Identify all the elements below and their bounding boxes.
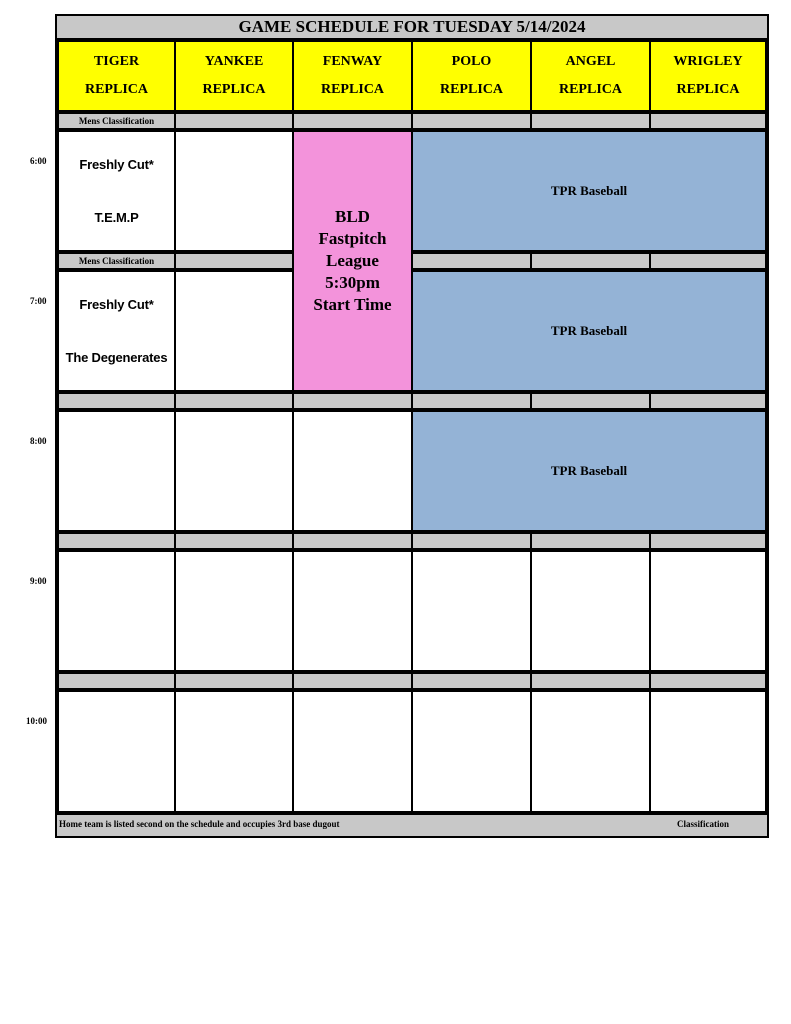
field-sub: REPLICA bbox=[84, 82, 148, 97]
bld-line: BLD bbox=[335, 207, 370, 226]
gray-spacer bbox=[57, 672, 176, 690]
field-header-wrigley bbox=[649, 40, 767, 112]
gray-spacer bbox=[530, 672, 651, 690]
gray-spacer bbox=[411, 392, 532, 410]
gray-spacer bbox=[649, 112, 767, 130]
gray-spacer bbox=[649, 672, 767, 690]
field-name: TIGER bbox=[93, 54, 140, 69]
team-name: Freshly Cut* bbox=[79, 157, 154, 172]
bld-line: League bbox=[326, 251, 379, 270]
game-tiger-6[interactable] bbox=[57, 130, 176, 252]
gray-spacer bbox=[292, 392, 413, 410]
footer-bar bbox=[57, 813, 767, 836]
field-name: POLO bbox=[451, 54, 492, 69]
empty-slot bbox=[530, 550, 651, 672]
tpr-baseball-block[interactable]: TPR Baseball bbox=[411, 130, 767, 252]
time-label-9: 9:00 bbox=[30, 576, 47, 586]
field-sub: REPLICA bbox=[558, 82, 622, 97]
gray-spacer bbox=[174, 532, 294, 550]
gray-spacer bbox=[292, 532, 413, 550]
gray-spacer bbox=[649, 252, 767, 270]
field-sub: REPLICA bbox=[439, 82, 503, 97]
footer-note: Home team is listed second on the schedule and occupies 3rd base dugout bbox=[59, 819, 340, 829]
field-name: WRIGLEY bbox=[673, 54, 743, 69]
empty-slot bbox=[530, 690, 651, 813]
empty-slot bbox=[649, 550, 767, 672]
gray-spacer bbox=[292, 112, 413, 130]
gray-spacer bbox=[174, 392, 294, 410]
gray-spacer bbox=[292, 672, 413, 690]
classification-label: Mens Classification bbox=[57, 252, 176, 270]
field-name: ANGEL bbox=[565, 54, 616, 69]
empty-slot bbox=[174, 270, 294, 392]
empty-slot bbox=[174, 130, 294, 252]
schedule-title: GAME SCHEDULE FOR TUESDAY 5/14/2024 bbox=[57, 16, 767, 40]
field-header-yankee bbox=[174, 40, 294, 112]
tpr-baseball-block[interactable]: TPR Baseball bbox=[411, 410, 767, 532]
game-tiger-7[interactable] bbox=[57, 270, 176, 392]
empty-slot bbox=[57, 690, 176, 813]
field-sub: REPLICA bbox=[676, 82, 740, 97]
empty-slot bbox=[292, 550, 413, 672]
team-name: T.E.M.P bbox=[94, 210, 139, 225]
field-sub: REPLICA bbox=[202, 82, 266, 97]
empty-slot bbox=[292, 410, 413, 532]
gray-spacer bbox=[649, 532, 767, 550]
bld-line: 5:30pm bbox=[325, 273, 380, 292]
time-label-10: 10:00 bbox=[26, 716, 47, 726]
time-label-6: 6:00 bbox=[30, 156, 47, 166]
tpr-baseball-block[interactable]: TPR Baseball bbox=[411, 270, 767, 392]
field-header-angel bbox=[530, 40, 651, 112]
gray-spacer bbox=[411, 672, 532, 690]
gray-spacer bbox=[411, 532, 532, 550]
gray-spacer bbox=[174, 252, 294, 270]
gray-spacer bbox=[174, 672, 294, 690]
bld-line: Fastpitch bbox=[318, 229, 387, 248]
empty-slot bbox=[292, 690, 413, 813]
bld-fastpitch-block[interactable] bbox=[292, 130, 413, 392]
bld-line: Start Time bbox=[313, 295, 392, 314]
field-header-fenway bbox=[292, 40, 413, 112]
gray-spacer bbox=[411, 112, 532, 130]
empty-slot bbox=[57, 550, 176, 672]
empty-slot bbox=[649, 690, 767, 813]
empty-slot bbox=[174, 410, 294, 532]
gray-spacer bbox=[57, 392, 176, 410]
classification-label: Mens Classification bbox=[57, 112, 176, 130]
time-label-7: 7:00 bbox=[30, 296, 47, 306]
gray-spacer bbox=[649, 392, 767, 410]
gray-spacer bbox=[530, 252, 651, 270]
empty-slot bbox=[411, 550, 532, 672]
team-name: Freshly Cut* bbox=[79, 297, 154, 312]
gray-spacer bbox=[530, 112, 651, 130]
footer-classification: Classification bbox=[677, 819, 730, 829]
field-sub: REPLICA bbox=[320, 82, 384, 97]
field-name: FENWAY bbox=[322, 54, 383, 69]
field-name: YANKEE bbox=[204, 54, 264, 69]
empty-slot bbox=[174, 550, 294, 672]
gray-spacer bbox=[530, 532, 651, 550]
gray-spacer bbox=[530, 392, 651, 410]
gray-spacer bbox=[57, 532, 176, 550]
empty-slot bbox=[57, 410, 176, 532]
field-header-tiger bbox=[57, 40, 176, 112]
gray-spacer bbox=[174, 112, 294, 130]
time-label-8: 8:00 bbox=[30, 436, 47, 446]
gray-spacer bbox=[411, 252, 532, 270]
empty-slot bbox=[411, 690, 532, 813]
field-header-polo bbox=[411, 40, 532, 112]
team-name: The Degenerates bbox=[65, 350, 168, 365]
empty-slot bbox=[174, 690, 294, 813]
